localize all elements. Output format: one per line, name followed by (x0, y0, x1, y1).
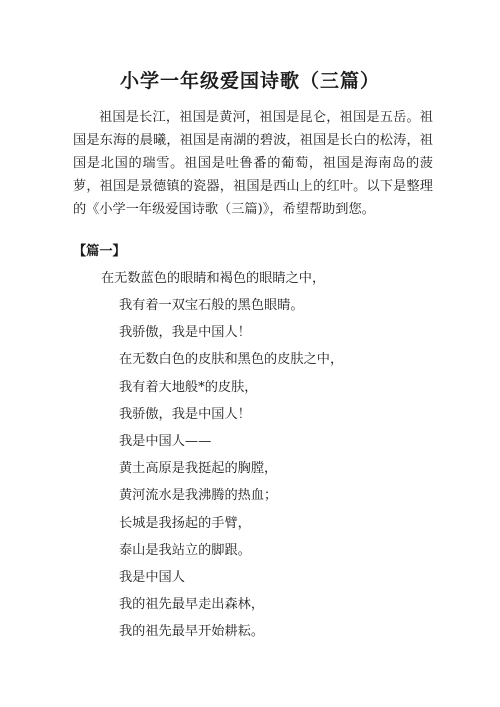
poem-line: 我是中国人 (119, 569, 185, 585)
poem-first-line: 在无数蓝色的眼睛和褐色的眼睛之中， (101, 271, 326, 286)
poem-line: 我骄傲，我是中国人！ (119, 325, 251, 341)
poem-line: 在无数白色的皮肤和黑色的皮肤之中， (119, 352, 344, 368)
poem-line: 我的祖先最早开始耕耘。 (119, 624, 265, 640)
poem-line: 黄河流水是我沸腾的热血； (119, 488, 278, 504)
poem-line: 我有着大地般*的皮肤， (119, 379, 258, 395)
poem-line: 泰山是我站立的脚跟。 (119, 542, 251, 558)
document-title: 小学一年级爱国诗歌（三篇） (119, 70, 380, 92)
poem-line: 长城是我扬起的手臂， (119, 515, 251, 531)
section-heading: 【篇一】 (73, 244, 126, 259)
poem-line: 我有着一双宝石般的黑色眼睛。 (119, 298, 304, 313)
poem-line: 我的祖先最早走出森林， (119, 597, 265, 613)
poem-line: 我是中国人—— (119, 433, 212, 449)
intro-paragraph: 祖国是长江，祖国是黄河，祖国是昆仑，祖国是五岳。祖国是东海的晨曦，祖国是南湖的碧波，祖国是长白的松涛，祖国是北国的瑞雪。祖国是吐鲁番的葡萄，祖国是海南岛的菠萝，祖国是景德镇的瓷器，祖国是西山上的红叶。以下是整理的《小学一年级爱国诗歌（三篇)》，希望帮助到您。 (73, 110, 433, 217)
poem-line: 黄土高原是我挺起的胸膛， (119, 461, 278, 477)
poem-line: 我骄傲，我是中国人！ (119, 406, 251, 422)
poem-lines (119, 294, 343, 647)
